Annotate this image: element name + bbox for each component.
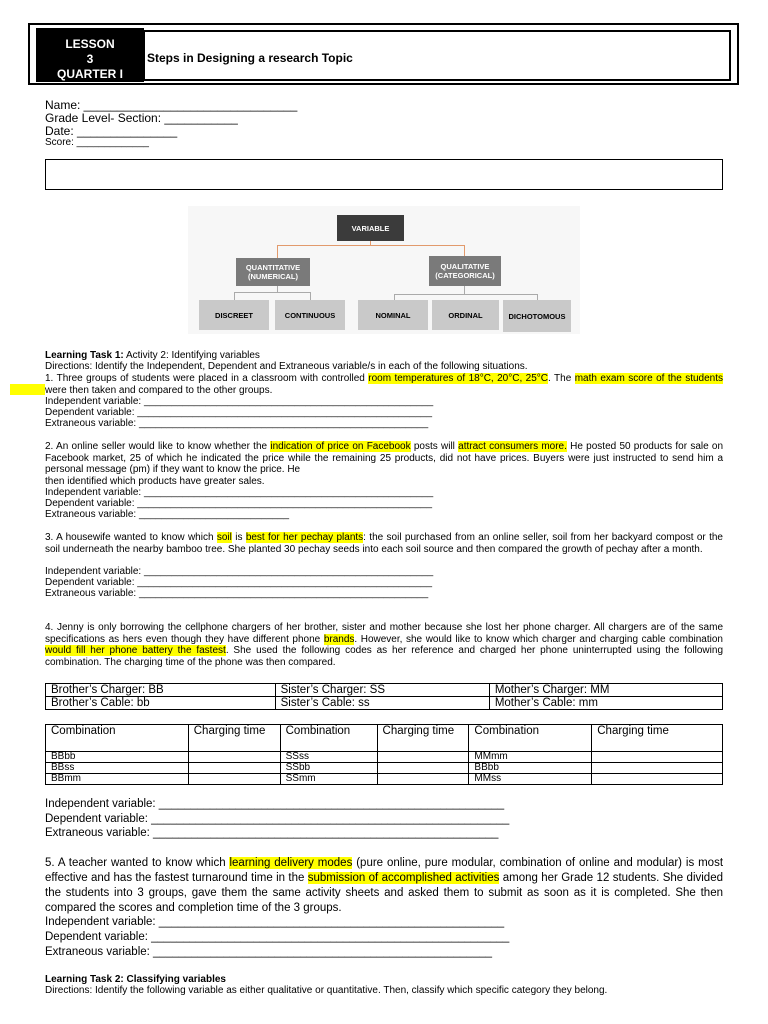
- name-field[interactable]: Name: ________________________________: [45, 98, 298, 112]
- connector-quant-children: [234, 292, 311, 293]
- q1-extraneous-field[interactable]: Extraneous variable: ____________________________________________________: [45, 418, 429, 429]
- q4-extraneous-field[interactable]: Extraneous variable: ______________________________________________________: [45, 827, 499, 839]
- q3-extraneous-field[interactable]: Extraneous variable: ____________________________________________________: [45, 588, 429, 599]
- table-row: [46, 763, 723, 774]
- charging-time-cell[interactable]: [592, 752, 723, 763]
- q2-text: 2. An online seller would like to know whether the indication of price on Facebook posts will attract consumers more. He posted 50 products for sale on Facebook market, 25 of which he indicated the price while the remaining 25 products, did not have prices. Buyers were just instructed to send him a personal message (pm) if they want to know the price. He: [45, 441, 724, 475]
- node-variable: VARIABLE: [337, 215, 404, 241]
- q4-text: 4. Jenny is only borrowing the cellphone chargers of her brother, sister and mother because she lost her phone charger. All chargers are of the same specifications as hers even though they have different phone brands. However, she would like to know which charger and charging cable combination would fill her phone battery the fastest. She used the following codes as her reference and charged her phone uninterrupted using the following combination. The charging time of the phone was then compared.: [45, 622, 724, 668]
- connector-quant: [277, 245, 278, 258]
- node-qualitative-title: QUALITATIVE: [440, 262, 490, 271]
- task1-title: [45, 350, 260, 361]
- table-cell: SSss: [280, 752, 377, 763]
- charging-time-cell[interactable]: [592, 763, 723, 774]
- q5-text: 5. A teacher wanted to know which learning delivery modes (pure online, pure modular, combination of online and modular) is most effective and has the fastest turnaround time in the submission of accomplished activities among her Grade 12 students. She divided the students into 3 groups, gave them the same activity sheets and asked them to submit as soon as it is completed. She then compared the scores and completion time of the 3 groups.: [45, 857, 724, 914]
- table-cell: BBmm: [46, 774, 189, 785]
- charging-time-cell[interactable]: [377, 763, 469, 774]
- q4-dependent-field[interactable]: Dependent variable: ________________________________________________________: [45, 813, 510, 825]
- table-row: [46, 697, 723, 710]
- connector-qual-children: [394, 294, 537, 295]
- node-qualitative: [429, 256, 501, 286]
- header-cell: Combination: [469, 725, 592, 752]
- q5-extraneous-field[interactable]: Extraneous variable: _____________________________________________________: [45, 946, 493, 958]
- connector-quant-down: [277, 286, 278, 292]
- date-field[interactable]: Date: _______________: [45, 124, 178, 138]
- node-ordinal: ORDINAL: [432, 300, 499, 330]
- table-cell: Brother’s Charger: BB: [46, 684, 276, 697]
- node-qualitative-sub: (CATEGORICAL): [435, 271, 495, 280]
- q5-dependent-field[interactable]: Dependent variable: ________________________________________________________: [45, 931, 510, 943]
- task1-title-rest: Activity 2: Identifying variables: [123, 350, 260, 361]
- margin-highlight: [10, 384, 45, 395]
- q3-text: 3. A housewife wanted to know which soil is best for her pechay plants: the soil purchased from an online seller, soil from her backyard compost or the soil underneath the nearby bamboo tree. She planted 30 pechay seeds into each soil source and then compared the growth of pechay after a month.: [45, 532, 723, 555]
- table-cell: Sister’s Cable: ss: [275, 697, 489, 710]
- connector-qual-down: [464, 286, 465, 294]
- charging-time-cell[interactable]: [188, 763, 280, 774]
- header-cell: Charging time: [188, 725, 280, 752]
- q2-dependent-field[interactable]: Dependent variable: _____________________________________________________: [45, 498, 433, 509]
- header-cell: Charging time: [592, 725, 723, 752]
- table-cell: SSbb: [280, 763, 377, 774]
- score-field[interactable]: Score: _____________: [45, 137, 149, 148]
- charging-time-cell[interactable]: [188, 774, 280, 785]
- node-continuous: CONTINUOUS: [275, 300, 345, 330]
- header-cell: Combination: [280, 725, 377, 752]
- node-quantitative-sub: (NUMERICAL): [248, 272, 298, 281]
- table-cell: SSmm: [280, 774, 377, 785]
- lesson-number: 3: [86, 52, 94, 66]
- table-cell: BBss: [46, 763, 189, 774]
- table-row: [46, 684, 723, 697]
- quarter-label: QUARTER I: [57, 67, 123, 81]
- task2-title: Learning Task 2: Classifying variables: [45, 974, 226, 985]
- header-cell: Combination: [46, 725, 189, 752]
- node-dichotomous: DICHOTOMOUS: [503, 300, 571, 332]
- page-title: Steps in Designing a research Topic: [147, 51, 353, 65]
- table-cell: MMmm: [469, 752, 592, 763]
- charging-time-cell[interactable]: [377, 774, 469, 785]
- grade-section-field[interactable]: Grade Level- Section: ___________: [45, 111, 238, 125]
- table-cell: BBbb: [46, 752, 189, 763]
- node-nominal: NOMINAL: [358, 300, 428, 330]
- node-discreet: DISCREET: [199, 300, 269, 330]
- connector-qual: [464, 245, 465, 256]
- task1-directions: Directions: Identify the Independent, Dependent and Extraneous variable/s in each of the following situations.: [45, 361, 528, 372]
- table-cell: MMss: [469, 774, 592, 785]
- table-header-row: [46, 725, 723, 752]
- table-cell: Mother’s Cable: mm: [489, 697, 722, 710]
- variable-diagram: [188, 206, 580, 334]
- table-row: [46, 774, 723, 785]
- codes-table: [45, 683, 723, 710]
- q2-text-last: then identified which products have greater sales.: [45, 476, 265, 487]
- table-cell: Mother’s Charger: MM: [489, 684, 722, 697]
- q1-text: 1. Three groups of students were placed in a classroom with controlled room temperatures of 18°C, 20°C, 25°C. The math exam score of the students were then taken and compared to the other groups.: [45, 373, 723, 396]
- charging-time-cell[interactable]: [592, 774, 723, 785]
- table-row: [46, 752, 723, 763]
- node-quantitative-title: QUANTITATIVE: [245, 263, 301, 272]
- charging-time-cell[interactable]: [188, 752, 280, 763]
- q2-extraneous-field[interactable]: Extraneous variable: ___________________________: [45, 509, 290, 520]
- q1-independent-field[interactable]: Independent variable: ____________________________________________________: [45, 396, 434, 407]
- table-cell: BBbb: [469, 763, 592, 774]
- task2-directions: Directions: Identify the following variable as either qualitative or quantitative. Then, classify which specific category they belong.: [45, 985, 608, 996]
- q1-dependent-field[interactable]: Dependent variable: _____________________________________________________: [45, 407, 433, 418]
- connector-discreet: [234, 292, 235, 300]
- lesson-label: LESSON: [65, 37, 115, 51]
- lesson-badge: [36, 28, 144, 82]
- table-cell: Brother’s Cable: bb: [46, 697, 276, 710]
- q3-independent-field[interactable]: Independent variable: ____________________________________________________: [45, 566, 434, 577]
- connector-continuous: [310, 292, 311, 300]
- q2-independent-field[interactable]: Independent variable: ____________________________________________________: [45, 487, 434, 498]
- header-cell: Charging time: [377, 725, 469, 752]
- node-quantitative: [236, 258, 310, 286]
- table-cell: Sister’s Charger: SS: [275, 684, 489, 697]
- q5-independent-field[interactable]: Independent variable: ______________________________________________________: [45, 916, 505, 928]
- blank-answer-box[interactable]: [45, 159, 723, 190]
- combination-table: [45, 724, 723, 785]
- q4-independent-field[interactable]: Independent variable: ______________________________________________________: [45, 798, 505, 810]
- task1-title-bold: Learning Task 1:: [45, 350, 124, 361]
- charging-time-cell[interactable]: [377, 752, 469, 763]
- q3-dependent-field[interactable]: Dependent variable: _____________________________________________________: [45, 577, 433, 588]
